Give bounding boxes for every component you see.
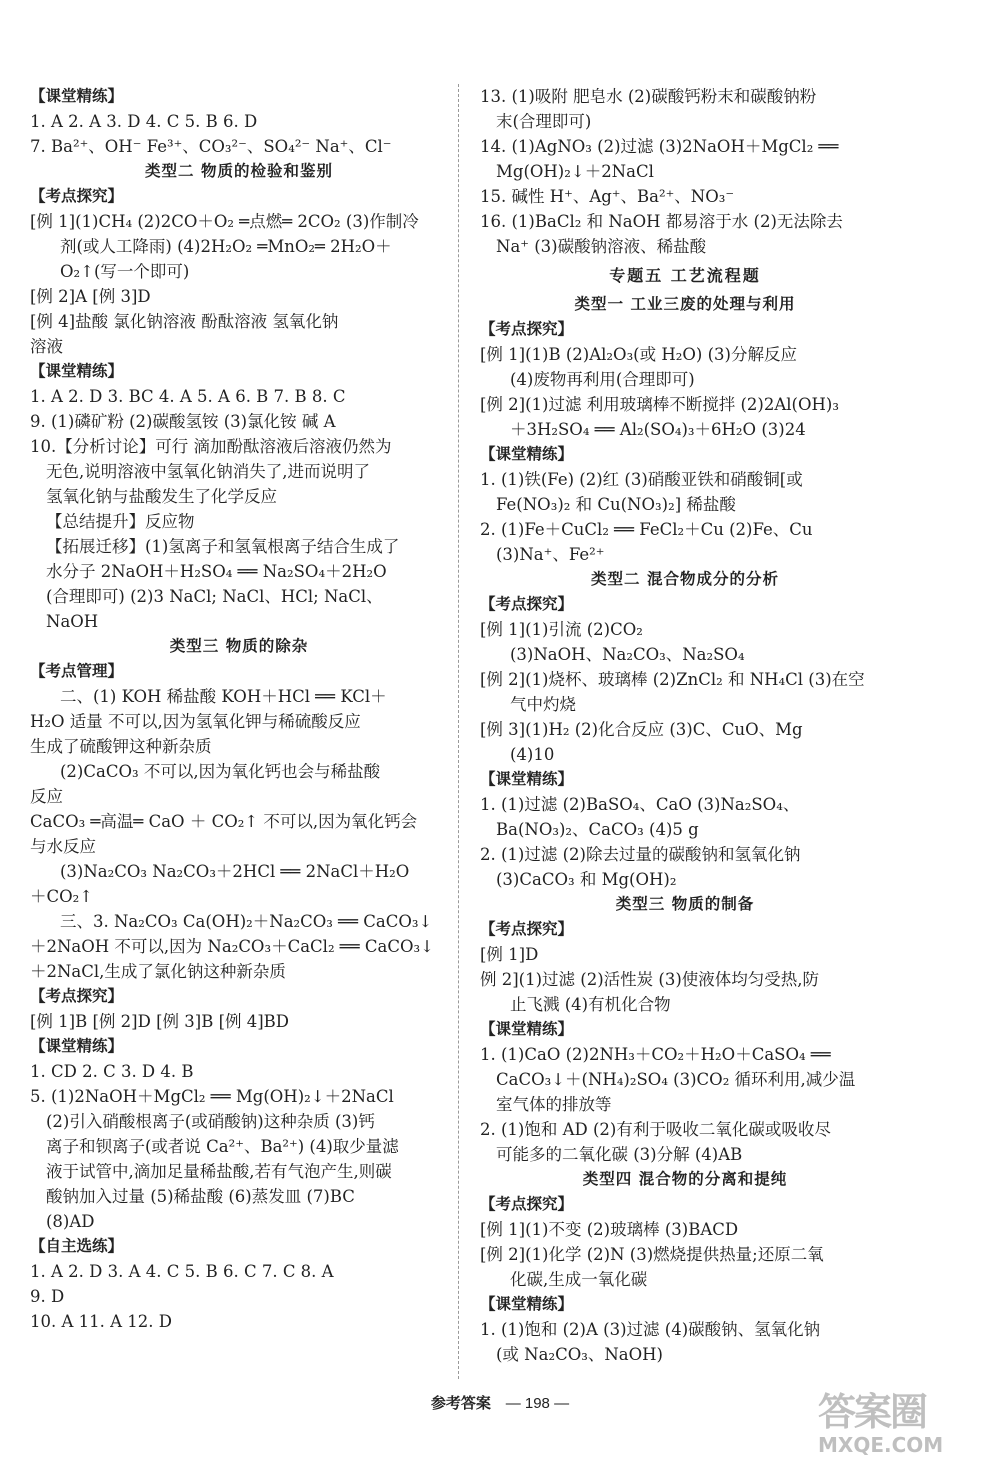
answer-line: 二、(1) KOH 稀盐酸 KOH＋HCl ══ KCl＋ (60, 687, 387, 706)
answer-line: Mg(OH)₂↓＋2NaCl (496, 162, 654, 181)
section-label: 【 考点探究 】 (30, 184, 448, 209)
answer-line: 1. A 2. D 3. A 4. C 5. B 6. C 7. C 8. A (30, 1262, 334, 1281)
section-label: 【 课堂精练 】 (480, 1017, 890, 1042)
answer-line: Ba(NO₃)₂、CaCO₃ (4)5 g (496, 820, 699, 839)
answer-line: 可能多的二氧化碳 (3)分解 (4)AB (496, 1145, 743, 1164)
section-label: 【 考点探究 】 (480, 1192, 890, 1217)
answer-line: 1. A 2. D 3. BC 4. A 5. A 6. B 7. B 8. C (30, 387, 346, 406)
answer-line: 水分子 2NaOH＋H₂SO₄ ══ Na₂SO₄＋2H₂O (46, 562, 387, 581)
answer-line: 1. (1)饱和 (2)A (3)过滤 (4)碳酸钠、氢氧化钠 (480, 1320, 821, 1339)
type-heading: 类型三 物质的除杂 (169, 637, 309, 655)
section-label: 【 考点探究 】 (480, 317, 890, 342)
answer-line: (3)NaOH、Na₂CO₃、Na₂SO₄ (510, 645, 745, 664)
section-label: 【 课堂精练 】 (30, 1034, 448, 1059)
answer-line: (2)引入硝酸根离子(或硝酸钠)这种杂质 (3)钙 (46, 1112, 375, 1131)
answer-line: 15. 碱性 H⁺、Ag⁺、Ba²⁺、NO₃⁻ (480, 187, 735, 206)
answer-line: ＋2NaOH 不可以,因为 Na₂CO₃＋CaCl₂ ══ CaCO₃↓ (30, 937, 434, 956)
answer-line: [例 1]D (480, 945, 539, 964)
answer-line: 2. (1)过滤 (2)除去过量的碳酸钠和氢氧化钠 (480, 845, 801, 864)
answer-line: CaCO₃ ═高温═ CaO ＋ CO₂↑ 不可以,因为氧化钙会 (30, 812, 418, 831)
section-label: 【 考点探究 】 (480, 592, 890, 617)
answer-line: [例 2](1)烧杯、玻璃棒 (2)ZnCl₂ 和 NH₄Cl (3)在空 (480, 670, 865, 689)
answer-line: (3)Na₂CO₃ Na₂CO₃＋2HCl ══ 2NaCl＋H₂O (60, 862, 410, 881)
answer-line: (或 Na₂CO₃、NaOH) (496, 1345, 663, 1364)
answer-line: 7. Ba²⁺、OH⁻ Fe³⁺、CO₃²⁻、SO₄²⁻ Na⁺、Cl⁻ (30, 137, 392, 156)
answer-line: 气中灼烧 (510, 695, 576, 714)
answer-line: 14. (1)AgNO₃ (2)过滤 (3)2NaOH＋MgCl₂ ══ (480, 137, 839, 156)
section-label: 【 课堂精练 】 (30, 84, 448, 109)
answer-line: Fe(NO₃)₂ 和 Cu(NO₃)₂] 稀盐酸 (496, 495, 736, 514)
section-label: 【 考点管理 】 (30, 659, 448, 684)
topic-heading: 专题五 工艺流程题 (609, 266, 761, 285)
watermark-logo-text: 答案圈 (818, 1390, 927, 1434)
answer-line: 无色,说明溶液中氢氧化钠消失了,进而说明了 (46, 462, 370, 481)
answer-line: 1. (1)铁(Fe) (2)红 (3)硝酸亚铁和硝酸铜[或 (480, 470, 803, 489)
answer-line: 9. D (30, 1287, 65, 1306)
answer-line: [例 1]B [例 2]D [例 3]B [例 4]BD (30, 1012, 290, 1031)
watermark-logo (818, 1390, 978, 1460)
type-heading: 类型四 混合物的分离和提纯 (582, 1170, 788, 1188)
answer-line: 1. A 2. A 3. D 4. C 5. B 6. D (30, 112, 258, 131)
answer-line: 16. (1)BaCl₂ 和 NaOH 都易溶于水 (2)无法除去 (480, 212, 843, 231)
section-label: 【 自主选练 】 (30, 1234, 448, 1259)
answer-line: 反应 (30, 787, 63, 806)
answer-line: ＋3H₂SO₄ ══ Al₂(SO₄)₃＋6H₂O (3)24 (510, 420, 806, 439)
answer-line: 1. CD 2. C 3. D 4. B (30, 1062, 194, 1081)
answer-line: O₂↑(写一个即可) (60, 262, 190, 281)
answer-line: 2. (1)饱和 AD (2)有利于吸收二氧化碳或吸收尽 (480, 1120, 831, 1139)
page-number: — 198 — (505, 1395, 570, 1412)
type-heading: 类型三 物质的制备 (615, 895, 755, 913)
answer-line: [例 1](1)引流 (2)CO₂ (480, 620, 643, 639)
answer-line: 化碳,生成一氧化碳 (510, 1270, 648, 1289)
answer-line: [例 2]A [例 3]D (30, 287, 151, 306)
answer-line: 1. (1)CaO (2)2NH₃＋CO₂＋H₂O＋CaSO₄ ══ (480, 1045, 831, 1064)
answer-line: ＋CO₂↑ (30, 887, 94, 906)
answer-line: (4)废物再利用(合理即可) (510, 370, 695, 389)
type-heading: 类型一 工业三废的处理与利用 (574, 295, 796, 313)
section-label: 【 考点探究 】 (30, 984, 448, 1009)
answer-line: ＋2NaCl,生成了氯化钠这种新杂质 (30, 962, 286, 981)
answer-line: [例 1](1)B (2)Al₂O₃(或 H₂O) (3)分解反应 (480, 345, 797, 364)
answer-line: 例 2](1)过滤 (2)活性炭 (3)使液体均匀受热,防 (480, 970, 820, 989)
answer-line: 【拓展迁移】(1)氢离子和氢氧根离子结合生成了 (46, 537, 400, 556)
answer-line: (4)10 (510, 745, 555, 764)
answer-line: CaCO₃↓＋(NH₄)₂SO₄ (3)CO₂ 循环利用,减少温 (496, 1070, 856, 1089)
answer-line: [例 2](1)化学 (2)N (3)燃烧提供热量;还原二氧 (480, 1245, 824, 1264)
answer-line: 室气体的排放等 (496, 1095, 612, 1114)
answer-line: 酸钠加入过量 (5)稀盐酸 (6)蒸发皿 (7)BC (46, 1187, 355, 1206)
answer-line: Na⁺ (3)碳酸钠溶液、稀盐酸 (496, 237, 707, 256)
section-label: 【 课堂精练 】 (480, 1292, 890, 1317)
answer-line: 10.【分析讨论】可行 滴加酚酞溶液后溶液仍然为 (30, 437, 392, 456)
answer-line: [例 3](1)H₂ (2)化合反应 (3)C、CuO、Mg (480, 720, 803, 739)
answer-line: [例 1](1)不变 (2)玻璃棒 (3)BACD (480, 1220, 739, 1239)
answer-line: 止飞溅 (4)有机化合物 (510, 995, 671, 1014)
answer-line: 剂(或人工降雨) (4)2H₂O₂ ═MnO₂═ 2H₂O＋ (60, 237, 392, 256)
answer-line: 离子和钡离子(或者说 Ca²⁺、Ba²⁺) (4)取少量滤 (46, 1137, 399, 1156)
section-label: 【 课堂精练 】 (480, 442, 890, 467)
answer-line: 9. (1)磷矿粉 (2)碳酸氢铵 (3)氯化铵 碱 A (30, 412, 336, 431)
answer-line: (合理即可) (2)3 NaCl; NaCl、HCl; NaCl、 (46, 587, 383, 606)
answer-line: 5. (1)2NaOH＋MgCl₂ ══ Mg(OH)₂↓＋2NaCl (30, 1087, 394, 1106)
watermark-url: MXQE.COM (818, 1433, 944, 1457)
right-column (480, 84, 890, 1367)
answer-line: 与水反应 (30, 837, 96, 856)
answer-line: [例 1](1)CH₄ (2)2CO＋O₂ ═点燃═ 2CO₂ (3)作制冷 (30, 212, 419, 231)
section-label: 【 考点探究 】 (480, 917, 890, 942)
answer-line: 生成了硫酸钾这种新杂质 (30, 737, 212, 756)
answer-line: (2)CaCO₃ 不可以,因为氧化钙也会与稀盐酸 (60, 762, 381, 781)
column-divider (458, 84, 459, 1379)
answer-line: 末(合理即可) (496, 112, 592, 131)
answer-line: [例 4]盐酸 氯化钠溶液 酚酞溶液 氢氧化钠 (30, 312, 339, 331)
answer-line: 三、3. Na₂CO₃ Ca(OH)₂＋Na₂CO₃ ══ CaCO₃↓ (60, 912, 433, 931)
answer-line: (3)Na⁺、Fe²⁺ (496, 545, 605, 564)
answer-line: 1. (1)过滤 (2)BaSO₄、CaO (3)Na₂SO₄、 (480, 795, 800, 814)
answer-line: 【总结提升】反应物 (46, 512, 195, 531)
answer-line: 10. A 11. A 12. D (30, 1312, 173, 1331)
left-column (30, 84, 448, 1334)
section-label: 【 课堂精练 】 (30, 359, 448, 384)
answer-line: 13. (1)吸附 肥皂水 (2)碳酸钙粉末和碳酸钠粉 (480, 87, 817, 106)
answer-line: (3)CaCO₃ 和 Mg(OH)₂ (496, 870, 677, 889)
answer-line: 溶液 (30, 337, 63, 356)
section-label: 【 课堂精练 】 (480, 767, 890, 792)
answer-line: 2. (1)Fe＋CuCl₂ ══ FeCl₂＋Cu (2)Fe、Cu (480, 520, 813, 539)
type-heading: 类型二 物质的检验和鉴别 (145, 162, 333, 180)
answer-line: NaOH (46, 612, 99, 631)
answer-line: H₂O 适量 不可以,因为氢氧化钾与稀硫酸反应 (30, 712, 361, 731)
footer-label: 参考答案 (430, 1394, 491, 1412)
answer-line: 氢氧化钠与盐酸发生了化学反应 (46, 487, 277, 506)
answer-line: (8)AD (46, 1212, 95, 1231)
type-heading: 类型二 混合物成分的分析 (591, 570, 779, 588)
answer-line: [例 2](1)过滤 利用玻璃棒不断搅拌 (2)2Al(OH)₃ (480, 395, 839, 414)
answer-line: 液于试管中,滴加足量稀盐酸,若有气泡产生,则碳 (46, 1162, 392, 1181)
